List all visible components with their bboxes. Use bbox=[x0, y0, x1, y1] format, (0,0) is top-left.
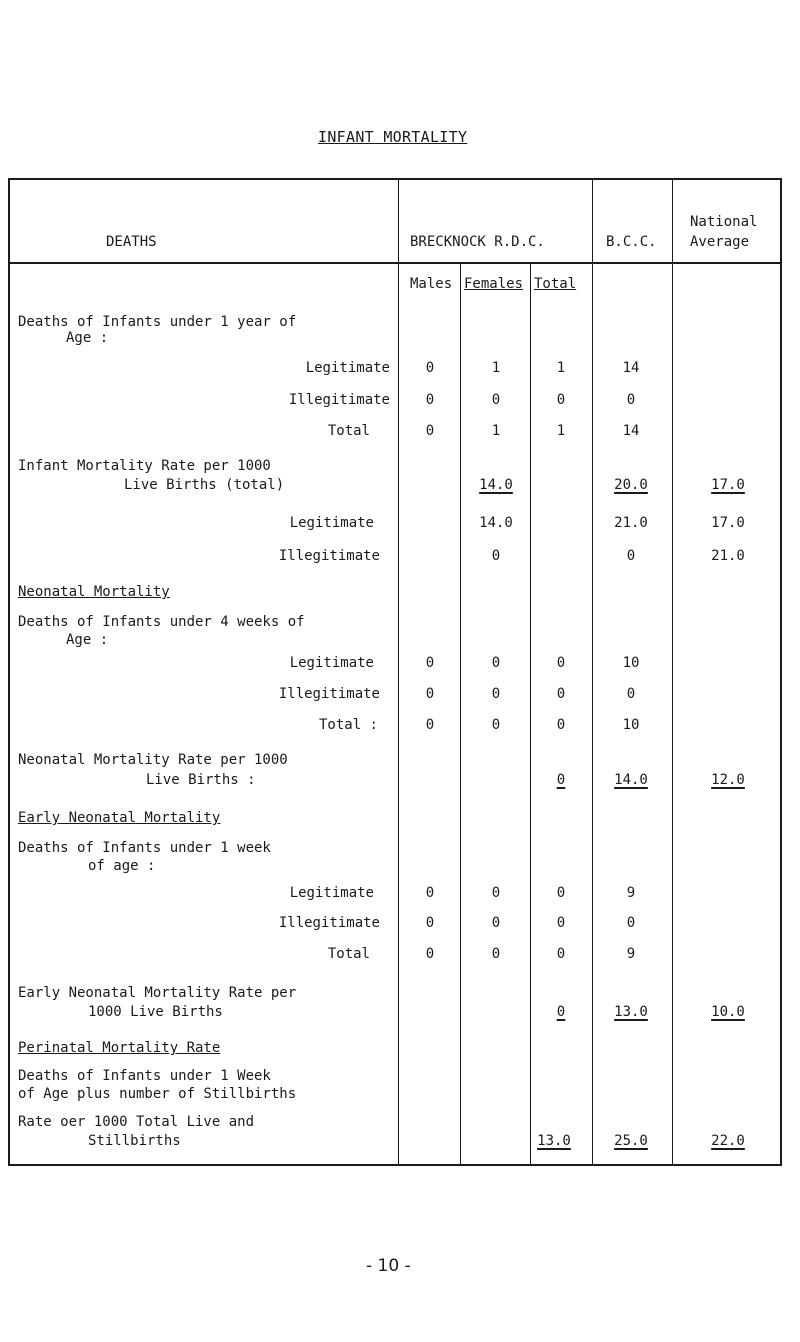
early-legit-label: Legitimate bbox=[289, 885, 374, 901]
header-males: Males bbox=[410, 276, 453, 292]
header-females: Females bbox=[464, 276, 524, 292]
neo-total-bcc: 10 bbox=[622, 717, 640, 733]
peri-sub-2: of Age plus number of Stillbirths bbox=[18, 1086, 297, 1102]
peri-rate-label-2: Stillbirths bbox=[88, 1133, 181, 1149]
imr-illegit-bcc: 0 bbox=[626, 548, 636, 564]
peri-heading: Perinatal Mortality Rate bbox=[18, 1040, 221, 1056]
s1-total-label: Total bbox=[327, 423, 370, 439]
col-divider-bcc bbox=[672, 178, 673, 1166]
s1-legit-label: Legitimate bbox=[305, 360, 390, 376]
peri-rate-label-1: Rate oer 1000 Total Live and bbox=[18, 1114, 255, 1130]
imr-legit-value: 14.0 bbox=[479, 515, 513, 531]
col-divider-brecknock bbox=[592, 178, 593, 1166]
peri-sub-1: Deaths of Infants under 1 Week bbox=[18, 1068, 271, 1084]
imr-label-1: Infant Mortality Rate per 1000 bbox=[18, 458, 271, 474]
early-illegit-bcc: 0 bbox=[626, 915, 636, 931]
imr-illegit-label: Illegitimate bbox=[278, 548, 380, 564]
imr-national: 17.0 bbox=[711, 477, 745, 493]
early-heading: Early Neonatal Mortality bbox=[18, 810, 221, 826]
neo-total-label: Total : bbox=[318, 717, 378, 733]
s1-heading-2: Age : bbox=[66, 330, 109, 346]
early-legit-total: 0 bbox=[556, 885, 566, 901]
neo-illegit-total: 0 bbox=[556, 686, 566, 702]
early-illegit-label: Illegitimate bbox=[278, 915, 380, 931]
early-legit-females: 0 bbox=[491, 885, 501, 901]
imr-legit-bcc: 21.0 bbox=[614, 515, 648, 531]
s1-illegit-label: Illegitimate bbox=[288, 392, 390, 408]
col-divider-males bbox=[460, 262, 461, 1166]
imr-illegit-value: 0 bbox=[491, 548, 501, 564]
neo-total-females: 0 bbox=[491, 717, 501, 733]
s1-legit-total: 1 bbox=[556, 360, 566, 376]
early-total-females: 0 bbox=[491, 946, 501, 962]
s1-illegit-total: 0 bbox=[556, 392, 566, 408]
early-rate-bcc: 13.0 bbox=[614, 1004, 648, 1020]
s1-illegit-males: 0 bbox=[425, 392, 435, 408]
neo-legit-bcc: 10 bbox=[622, 655, 640, 671]
neo-rate-total: 0 bbox=[556, 772, 566, 788]
early-illegit-total: 0 bbox=[556, 915, 566, 931]
header-national-2: Average bbox=[690, 234, 750, 250]
imr-legit-national: 17.0 bbox=[711, 515, 745, 531]
imr-legit-label: Legitimate bbox=[289, 515, 374, 531]
early-legit-males: 0 bbox=[425, 885, 435, 901]
early-rate-label-1: Early Neonatal Mortality Rate per bbox=[18, 985, 297, 1001]
s1-total-bcc: 14 bbox=[622, 423, 640, 439]
imr-value: 14.0 bbox=[479, 477, 513, 493]
neo-rate-national: 12.0 bbox=[711, 772, 745, 788]
header-total: Total bbox=[534, 276, 577, 292]
neo-legit-males: 0 bbox=[425, 655, 435, 671]
neo-rate-label-1: Neonatal Mortality Rate per 1000 bbox=[18, 752, 288, 768]
s1-total-females: 1 bbox=[491, 423, 501, 439]
s1-illegit-females: 0 bbox=[491, 392, 501, 408]
early-rate-national: 10.0 bbox=[711, 1004, 745, 1020]
peri-rate-bcc: 25.0 bbox=[614, 1133, 648, 1149]
page-title: INFANT MORTALITY bbox=[318, 128, 468, 146]
col-divider-females bbox=[530, 262, 531, 1166]
imr-bcc: 20.0 bbox=[614, 477, 648, 493]
page-number: - 10 - bbox=[366, 1256, 411, 1276]
early-total-label: Total bbox=[327, 946, 370, 962]
neo-total-total: 0 bbox=[556, 717, 566, 733]
early-rate-total: 0 bbox=[556, 1004, 566, 1020]
s1-illegit-bcc: 0 bbox=[626, 392, 636, 408]
header-national-1: National bbox=[690, 214, 758, 230]
s1-legit-males: 0 bbox=[425, 360, 435, 376]
early-illegit-females: 0 bbox=[491, 915, 501, 931]
neo-legit-females: 0 bbox=[491, 655, 501, 671]
s1-heading-1: Deaths of Infants under 1 year of bbox=[18, 314, 297, 330]
neo-heading: Neonatal Mortality bbox=[18, 584, 170, 600]
early-sub-2: of age : bbox=[88, 858, 156, 874]
early-legit-bcc: 9 bbox=[626, 885, 636, 901]
neo-illegit-males: 0 bbox=[425, 686, 435, 702]
header-deaths: DEATHS bbox=[106, 234, 157, 250]
early-total-males: 0 bbox=[425, 946, 435, 962]
neo-legit-label: Legitimate bbox=[289, 655, 374, 671]
neo-illegit-bcc: 0 bbox=[626, 686, 636, 702]
s1-legit-bcc: 14 bbox=[622, 360, 640, 376]
peri-rate-national: 22.0 bbox=[711, 1133, 745, 1149]
imr-illegit-national: 21.0 bbox=[711, 548, 745, 564]
neo-sub-1: Deaths of Infants under 4 weeks of bbox=[18, 614, 305, 630]
early-sub-1: Deaths of Infants under 1 week bbox=[18, 840, 271, 856]
neo-total-males: 0 bbox=[425, 717, 435, 733]
peri-rate-total: 13.0 bbox=[537, 1133, 571, 1149]
neo-rate-label-2: Live Births : bbox=[146, 772, 256, 788]
s1-total-males: 0 bbox=[425, 423, 435, 439]
early-total-total: 0 bbox=[556, 946, 566, 962]
header-divider bbox=[8, 262, 782, 264]
header-brecknock: BRECKNOCK R.D.C. bbox=[410, 234, 545, 250]
header-bcc: B.C.C. bbox=[606, 234, 657, 250]
imr-label-2: Live Births (total) bbox=[124, 477, 285, 493]
col-divider-deaths bbox=[398, 178, 399, 1166]
neo-illegit-label: Illegitimate bbox=[278, 686, 380, 702]
early-illegit-males: 0 bbox=[425, 915, 435, 931]
neo-illegit-females: 0 bbox=[491, 686, 501, 702]
neo-sub-2: Age : bbox=[66, 632, 109, 648]
neo-rate-bcc: 14.0 bbox=[614, 772, 648, 788]
neo-legit-total: 0 bbox=[556, 655, 566, 671]
early-rate-label-2: 1000 Live Births bbox=[88, 1004, 223, 1020]
early-total-bcc: 9 bbox=[626, 946, 636, 962]
s1-total-total: 1 bbox=[556, 423, 566, 439]
s1-legit-females: 1 bbox=[491, 360, 501, 376]
